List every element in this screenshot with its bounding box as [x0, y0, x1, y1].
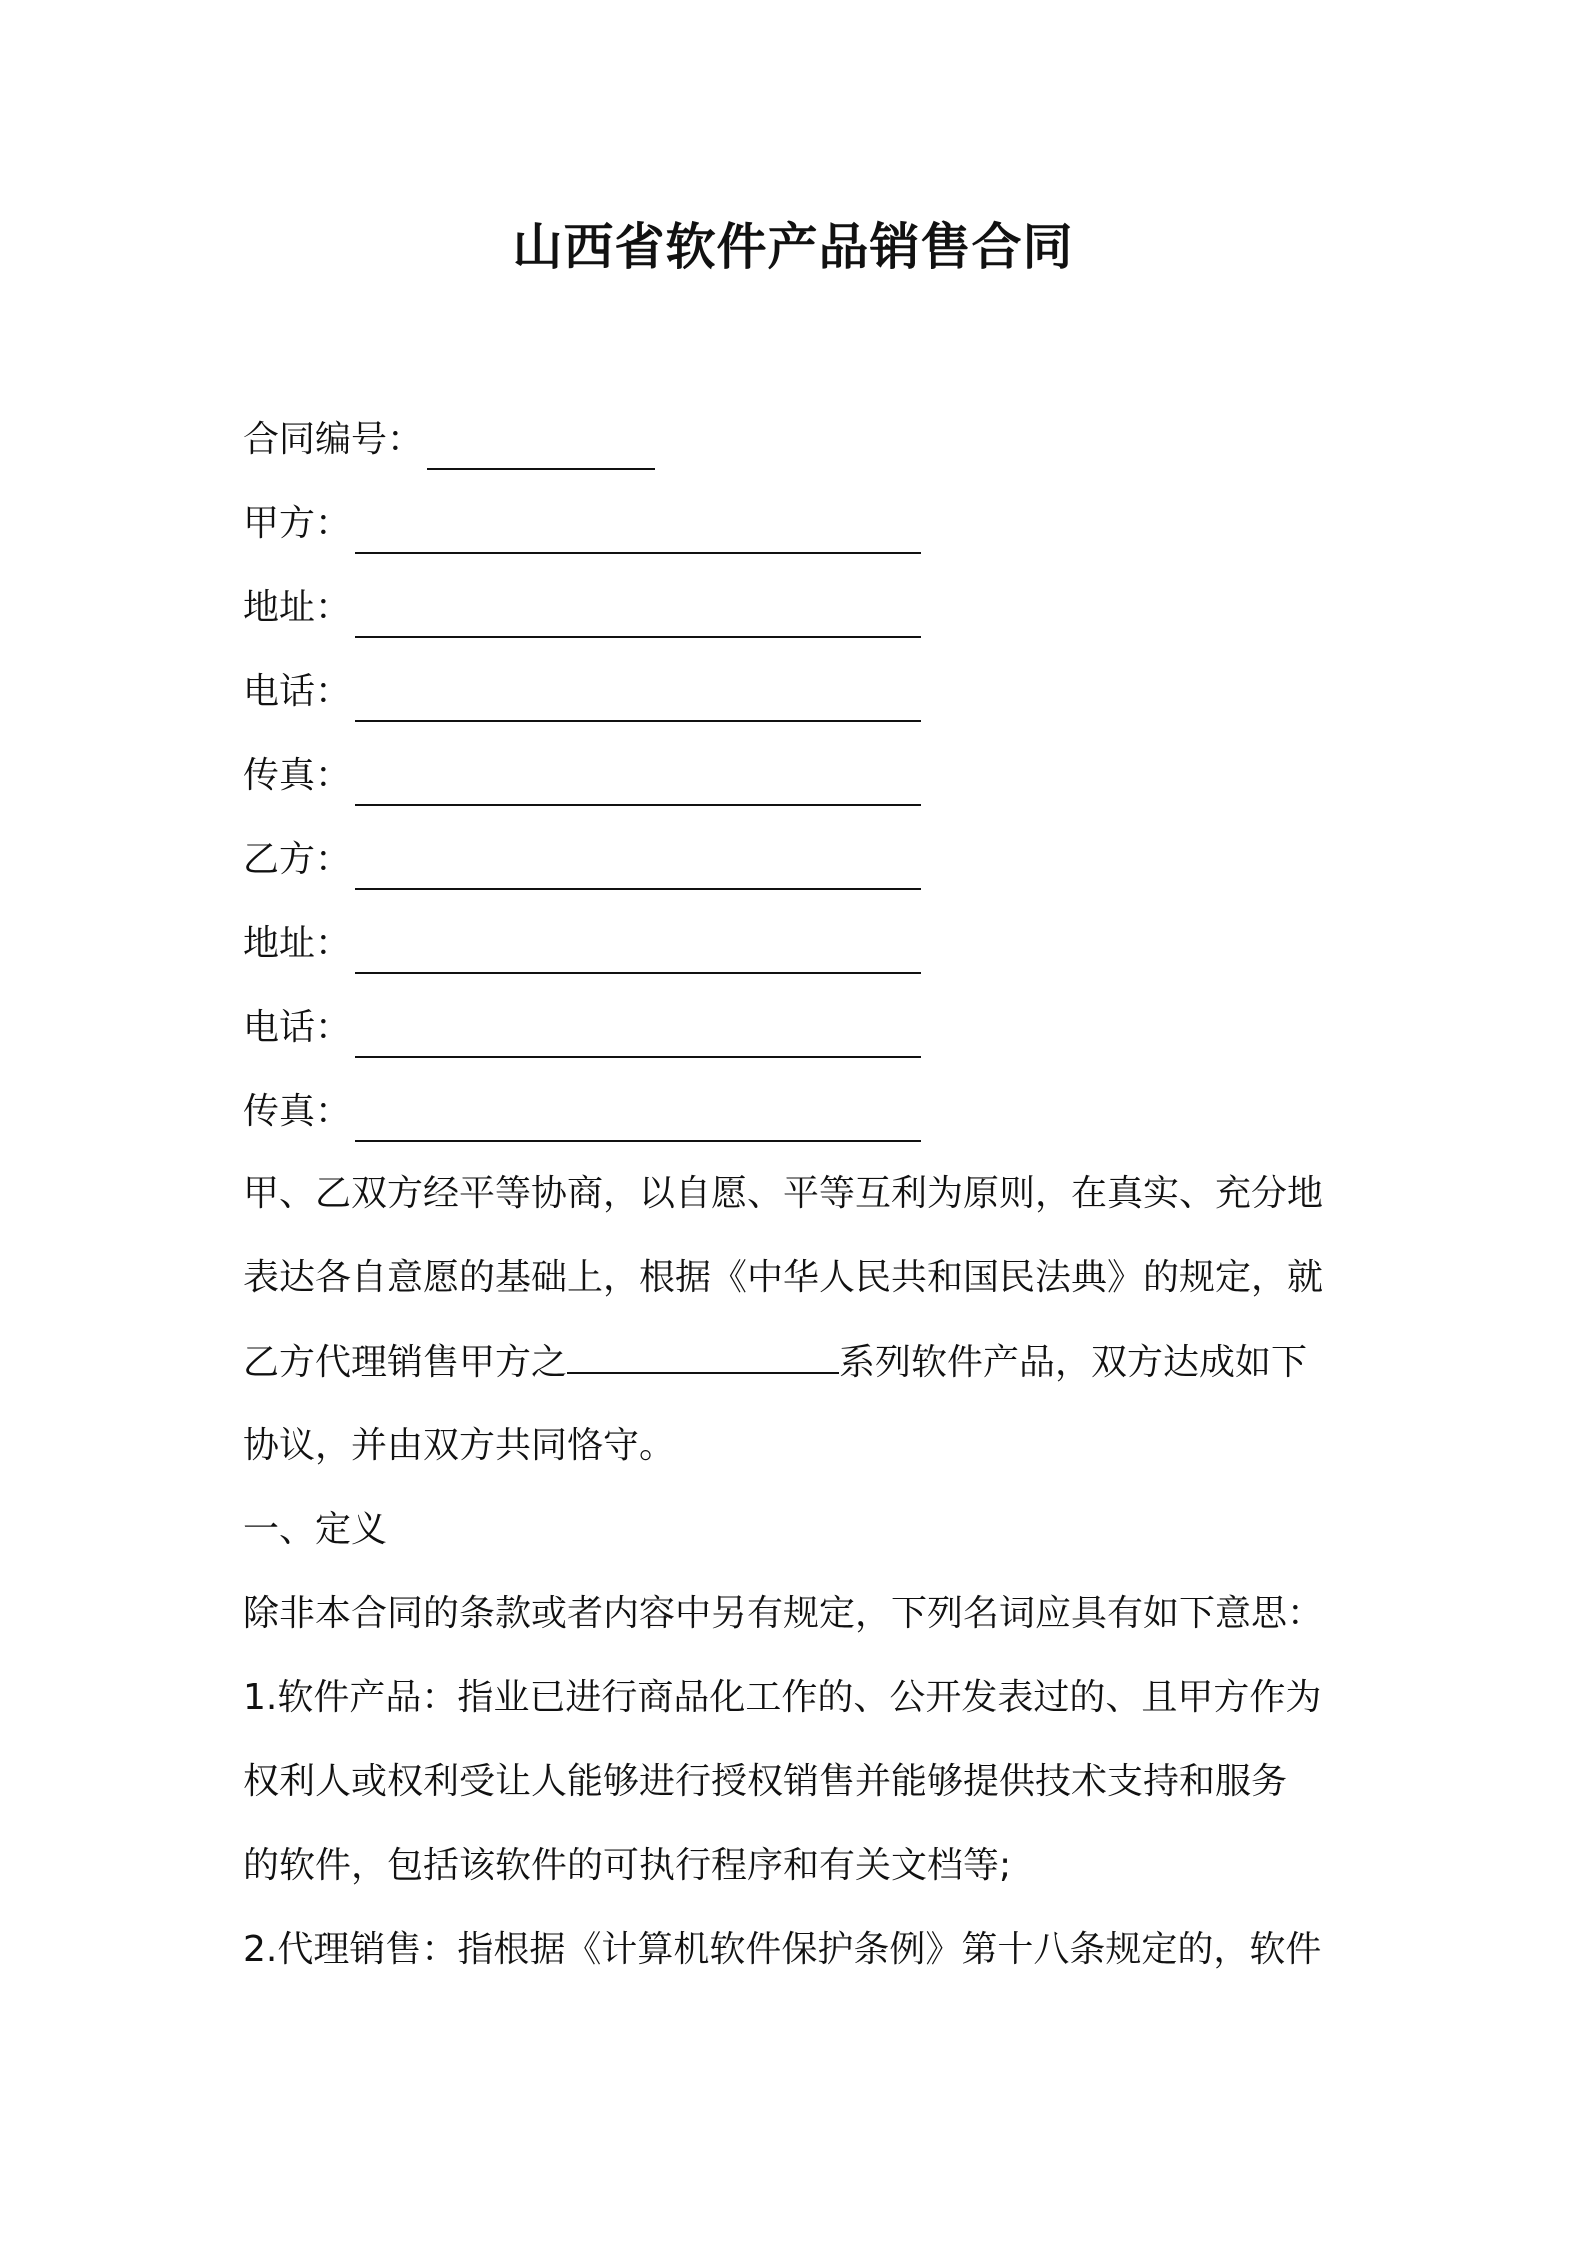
- preamble-line-1: 甲、乙双方经平等协商，以自愿、平等互利为原则，在真实、充分地: [243, 1173, 1324, 1214]
- party-a-blank: [355, 508, 921, 554]
- section-1-intro: 除非本合同的条款或者内容中另有规定，下列名词应具有如下意思：: [243, 1593, 1324, 1634]
- party-a-address-field: [243, 578, 921, 638]
- party-b-label: 乙方：: [243, 839, 352, 880]
- party-b-phone-field: [243, 998, 921, 1058]
- preamble-line-2: 表达各自意愿的基础上，根据《中华人民共和国民法典》的规定，就: [243, 1257, 1324, 1298]
- party-b-phone-blank: [355, 1012, 921, 1058]
- party-a-address-blank: [355, 592, 921, 638]
- party-a-field: [243, 494, 921, 554]
- contract-number-label: 合同编号：: [243, 419, 424, 460]
- definition-1-line-2: 权利人或权利受让人能够进行授权销售并能够提供技术支持和服务: [243, 1761, 1288, 1802]
- party-b-fax-label: 传真：: [243, 1091, 352, 1132]
- party-b-address-blank: [355, 928, 921, 974]
- definition-2-line-1: 2.代理销售：指根据《计算机软件保护条例》第十八条规定的，软件: [243, 1929, 1322, 1970]
- preamble-line-3-before: 乙方代理销售甲方之: [243, 1342, 568, 1383]
- party-b-address-field: [243, 914, 921, 974]
- preamble-line-3: [243, 1332, 1353, 1393]
- party-b-fax-field: [243, 1082, 921, 1142]
- definition-1-line-1: 1.软件产品：指业已进行商品化工作的、公开发表过的、且甲方作为: [243, 1677, 1322, 1718]
- preamble-line-4: 协议，并由双方共同恪守。: [243, 1425, 676, 1466]
- preamble-line-3-after: 系列软件产品，双方达成如下: [839, 1342, 1308, 1383]
- product-series-blank: [567, 1332, 839, 1374]
- party-a-phone-field: [243, 662, 921, 722]
- party-b-blank: [355, 844, 921, 890]
- party-b-field: [243, 830, 921, 890]
- party-a-fax-blank: [355, 760, 921, 806]
- definition-1-line-3: 的软件，包括该软件的可执行程序和有关文档等;: [243, 1845, 1012, 1886]
- contract-number-blank: [427, 424, 655, 470]
- party-a-fax-label: 传真：: [243, 755, 352, 796]
- party-b-phone-label: 电话：: [243, 1007, 352, 1048]
- party-a-address-label: 地址：: [243, 587, 352, 628]
- party-a-fax-field: [243, 746, 921, 806]
- party-a-phone-label: 电话：: [243, 671, 352, 712]
- contract-number-field: [243, 410, 655, 470]
- party-b-fax-blank: [355, 1096, 921, 1142]
- section-1-heading: 一、定义: [243, 1509, 388, 1550]
- document-title: 山西省软件产品销售合同: [512, 218, 1074, 276]
- party-a-phone-blank: [355, 676, 921, 722]
- party-b-address-label: 地址：: [243, 923, 352, 964]
- party-a-label: 甲方：: [243, 503, 352, 544]
